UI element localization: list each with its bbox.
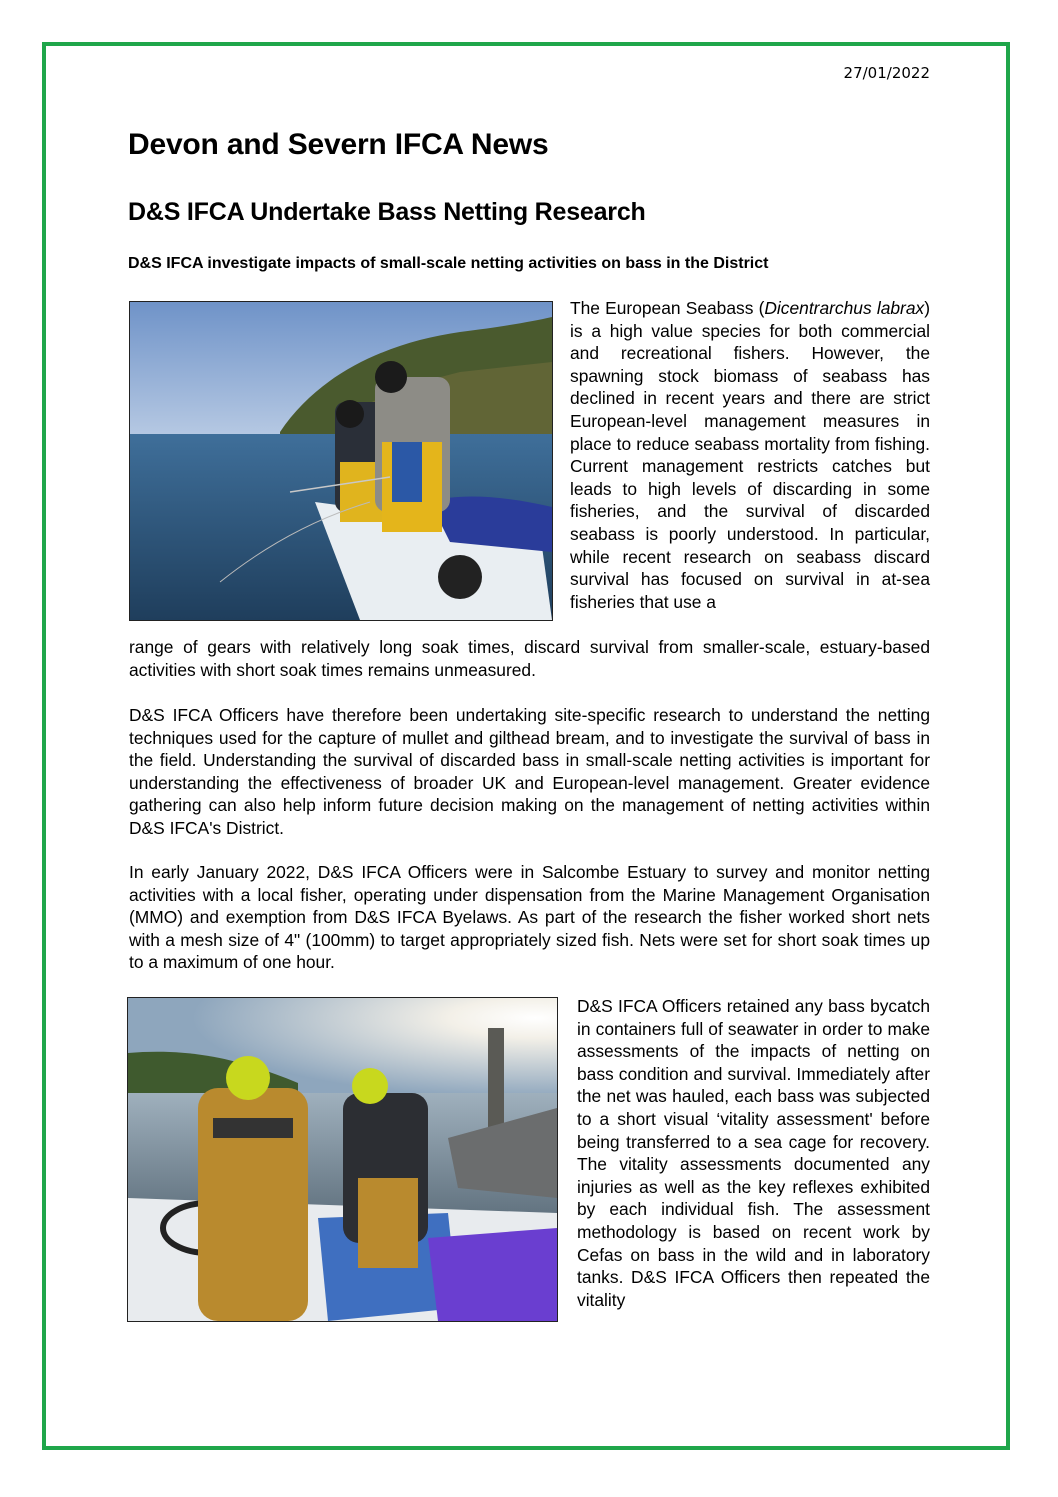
article-headline: D&S IFCA Undertake Bass Netting Research <box>128 198 646 226</box>
paragraph-1-text: The European Seabass ( <box>570 298 765 318</box>
paragraph-1-text-cont: ) is a high value species for both commercial and recreational fishers. However, the spawning stock biomass of seabass has declined in recent years and there are strict European-level management measures in place to reduce seabass mortality from fishing. Current management restricts catches but leads to high levels of discarding in some fisheries, and the survival of discarded seabass is poorly understood. In particular, while recent research on seabass discard survival has focused on survival in at-sea fisheries that use a <box>570 298 930 612</box>
photo-officers-sorting-bycatch <box>127 997 558 1322</box>
date: 27/01/2022 <box>843 64 930 82</box>
photo-officers-hauling-net <box>129 301 553 621</box>
article-subheadline: D&S IFCA investigate impacts of small-scale netting activities on bass in the District <box>128 255 769 272</box>
paragraph-1-continuation: range of gears with relatively long soak times, discard survival from smaller-scale, estuary-based activities with short soak times remains unmeasured. <box>129 637 930 680</box>
paragraph-4: D&S IFCA Officers retained any bass bycatch in containers full of seawater in order to make assessments of the impacts of netting on bass condition and survival. Immediately after the net was hauled, each bass was subjected to a short visual ‘vitality assessment' before being transferred to a sea cage for recovery. The vitality assessments documented any injuries as well as the key reflexes exhibited by each individual fish. The assessment methodology is based on recent work by Cefas on bass in the wild and in laboratory tanks. D&S IFCA Officers then repeated the vitality <box>577 996 930 1310</box>
page-title: Devon and Severn IFCA News <box>128 128 549 161</box>
paragraph-3: In early January 2022, D&S IFCA Officers were in Salcombe Estuary to survey and monitor netting activities with a local fisher, operating under dispensation from the Marine Management Organisation (MMO) and exemption from D&S IFCA Byelaws. As part of the research the fisher worked short nets with a mesh size of 4" (100mm) to target appropriately sized fish. Nets were set for short soak times up to a maximum of one hour. <box>129 862 930 973</box>
paragraph-2: D&S IFCA Officers have therefore been undertaking site-specific research to understand the netting techniques used for the capture of mullet and gilthead bream, and to investigate the survival of bass in the field. Understanding the survival of discarded bass in small-scale netting activities is important for understanding the effectiveness of broader UK and European-level management. Greater evidence gathering can also help inform future decision making on the management of netting activities within D&S IFCA's District. <box>129 705 930 838</box>
paragraph-1 <box>570 297 930 613</box>
species-name: Dicentrarchus labrax <box>764 298 925 318</box>
